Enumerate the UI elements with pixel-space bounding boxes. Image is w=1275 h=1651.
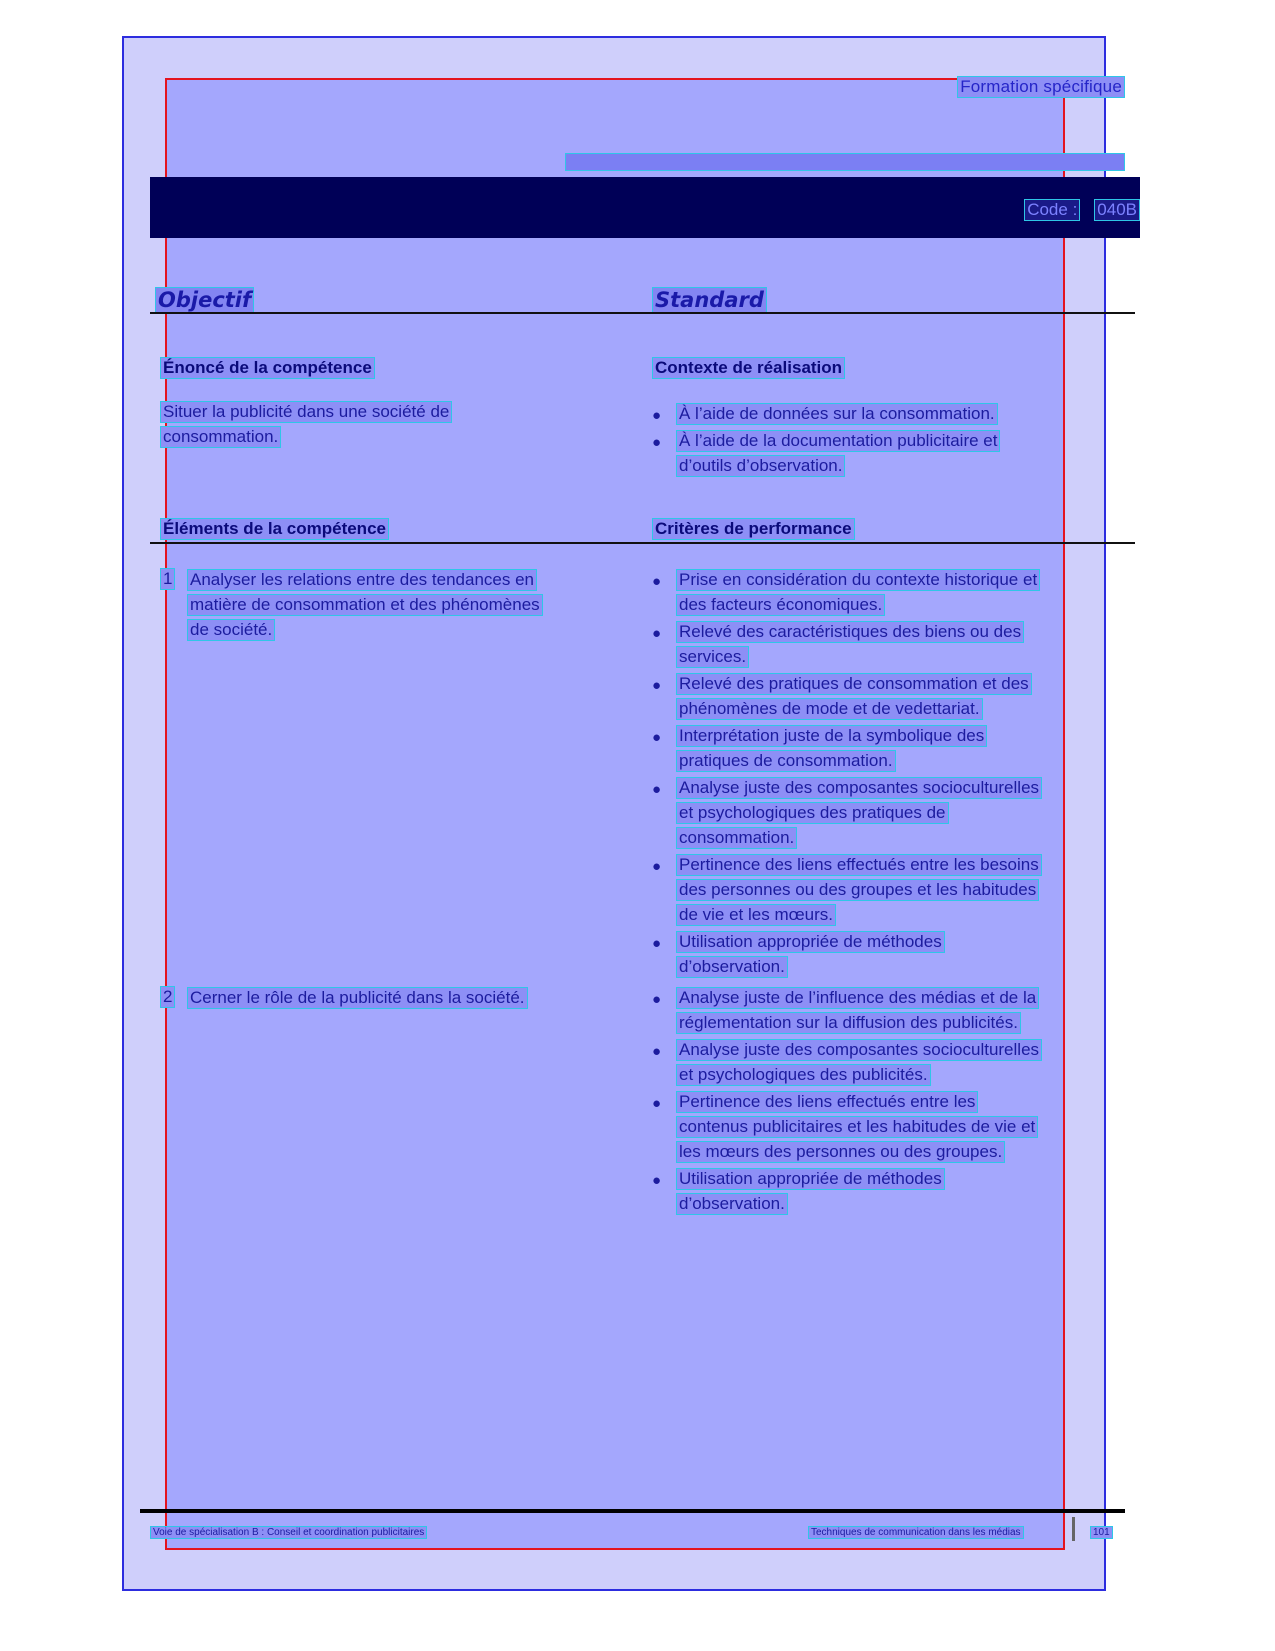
critere-item: ● Utilisation appropriée de méthodes d’observation.: [652, 930, 1122, 980]
bullet-icon: ●: [652, 434, 662, 451]
critere-item: ● Pertinence des liens effectués entre les besoins des personnes ou des groupes et les habitudes de vie et les mœurs.: [652, 853, 1122, 928]
contexte-item: ● À l’aide de données sur la consommation.: [652, 402, 1122, 427]
critere-item: ● Relevé des pratiques de consommation et des phénomènes de mode et de vedettariat.: [652, 672, 1122, 722]
bullet-icon: ●: [652, 1043, 662, 1060]
bullet-icon: ●: [652, 625, 662, 642]
enonce-line: Situer la publicité dans une société de: [160, 401, 452, 423]
critere-item: ● Interprétation juste de la symbolique des pratiques de consommation.: [652, 724, 1122, 774]
contexte-list: [652, 402, 1122, 481]
elements-heading: Éléments de la compétence: [160, 518, 389, 540]
critere-item: ● Analyse juste de l’influence des médias et de la réglementation sur la diffusion des publicités.: [652, 986, 1122, 1036]
contexte-item: ● À l’aide de la documentation publicitaire et d’outils d’observation.: [652, 429, 1122, 479]
page-number: 101: [1090, 1526, 1113, 1539]
bullet-icon: ●: [652, 858, 662, 875]
bullet-icon: ●: [652, 1172, 662, 1189]
code-label: Code :: [1024, 199, 1080, 221]
contexte-heading: Contexte de réalisation: [652, 357, 845, 379]
criteres-heading: Critères de performance: [652, 518, 855, 540]
bullet-icon: ●: [652, 1095, 662, 1112]
enonce-text: [160, 400, 630, 450]
bullet-icon: ●: [652, 781, 662, 798]
title-placeholder-bar: [565, 153, 1125, 171]
critere-item: ● Utilisation appropriée de méthodes d’observation.: [652, 1167, 1122, 1217]
bullet-icon: ●: [652, 573, 662, 590]
enonce-line: consommation.: [160, 426, 281, 448]
bullet-icon: ●: [652, 991, 662, 1008]
criteres-list-2: [652, 986, 1122, 1219]
enonce-heading: Énoncé de la compétence: [160, 357, 375, 379]
header-rule: [150, 312, 1135, 314]
footer-right: Techniques de communication dans les médias: [808, 1526, 1024, 1539]
bullet-icon: ●: [652, 729, 662, 746]
formation-label: Formation spécifique: [957, 76, 1125, 98]
critere-item: ● Pertinence des liens effectués entre les contenus publicitaires et les habitudes de vie et les mœurs des personnes ou des groupes.: [652, 1090, 1122, 1165]
footer-rule: [140, 1509, 1125, 1513]
criteres-list-1: [652, 568, 1122, 982]
bullet-icon: ●: [652, 935, 662, 952]
critere-item: ● Analyse juste des composantes socioculturelles et psychologiques des pratiques de consommation.: [652, 776, 1122, 851]
critere-item: ● Prise en considération du contexte historique et des facteurs économiques.: [652, 568, 1122, 618]
element-text: Analyser les relations entre des tendances en matière de consommation et des phénomènes de société.: [187, 568, 617, 643]
header-band: [150, 177, 1140, 238]
standard-title: Standard: [652, 287, 767, 313]
critere-item: ● Relevé des caractéristiques des biens ou des services.: [652, 620, 1122, 670]
critere-item: ● Analyse juste des composantes socioculturelles et psychologiques des publicités.: [652, 1038, 1122, 1088]
code-box: [1024, 199, 1140, 221]
element-number: 2: [160, 986, 175, 1008]
objectif-title: Objectif: [155, 287, 254, 313]
code-value: 040B: [1094, 199, 1140, 221]
element-text: Cerner le rôle de la publicité dans la société.: [187, 986, 657, 1011]
footer-divider: [1072, 1517, 1075, 1541]
bullet-icon: ●: [652, 677, 662, 694]
bullet-icon: ●: [652, 407, 662, 424]
element-number: 1: [160, 568, 175, 590]
footer-left: Voie de spécialisation B : Conseil et coordination publicitaires: [150, 1526, 427, 1539]
elements-rule: [150, 542, 1135, 544]
